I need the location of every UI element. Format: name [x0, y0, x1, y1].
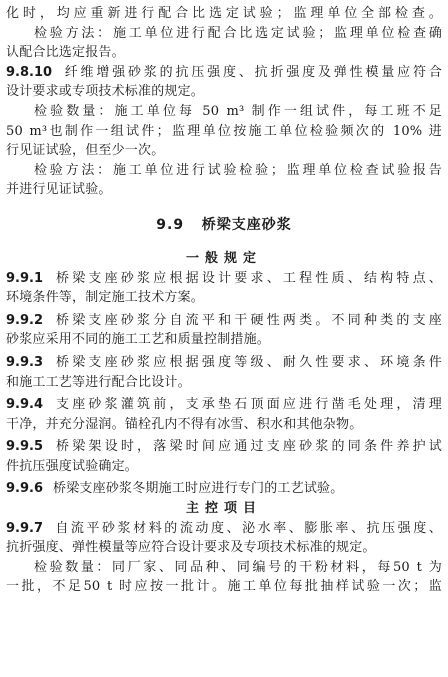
- text-line: 检验方法：施工单位进行配合比选定试验；监理单位检查确: [34, 25, 442, 41]
- clause-9-9-4: [6, 395, 442, 415]
- text-line: 50 m³也制作一组试件；监理单位按施工单位检验频次的 10% 进: [6, 123, 442, 139]
- clause-9-9-5: [6, 437, 442, 457]
- clause-number: 9.9.1: [6, 270, 44, 286]
- clause-9-9-7: [6, 519, 442, 539]
- clause-number: 9.8.10: [6, 64, 53, 80]
- text-line: 环境条件等，制定施工技术方案。: [6, 290, 205, 306]
- text-line: 和施工工艺等进行配合比设计。: [6, 374, 191, 390]
- clause-number: 9.9.2: [6, 312, 44, 328]
- section-title: [6, 216, 442, 235]
- clause-9-9-6: [6, 479, 442, 499]
- clause-number: 9.9.3: [6, 354, 44, 370]
- section-number: 9.9: [156, 216, 185, 233]
- clause-text: 桥梁支座砂浆应根据设计要求、工程性质、结构特点、: [53, 270, 442, 286]
- subsection-heading-general: 一般规定: [185, 250, 262, 266]
- section-name: 桥梁支座砂浆: [201, 216, 292, 233]
- clause-text: 桥梁支座砂浆分自流平和干硬性两类。不同种类的支座: [53, 312, 442, 328]
- text-line: 检验数量：同厂家、同品种、同编号的干粉材料，每50 t 为: [34, 559, 442, 575]
- text-line: 件抗压强度试验确定。: [6, 458, 139, 474]
- text-line: 设计要求或专项技术标准的规定。: [6, 84, 205, 100]
- clause-text: 桥梁架设时，落梁时间应通过支座砂浆的同条件养护试: [53, 439, 442, 455]
- clause-text: 支座砂浆灌筑前，支承垫石顶面应进行凿毛处理，清理: [53, 397, 442, 413]
- text-line: 检验数量：施工单位每 50 m³ 制作一组试件，每工班不足: [34, 103, 442, 119]
- text-line: 干净，并充分湿润。锚栓孔内不得有冰雪、积水和其他杂物。: [6, 416, 363, 432]
- clause-number: 9.9.7: [6, 520, 44, 536]
- text-line: 认配合比选定报告。: [6, 45, 125, 61]
- clause-text: 桥梁支座砂浆冬期施工时应进行专门的工艺试验。: [53, 481, 344, 497]
- text-line: 并进行见证试验。: [6, 182, 112, 198]
- clause-text: 纤维增强砂浆的抗压强度、抗折强度及弹性模量应符合: [62, 64, 442, 80]
- clause-text: 自流平砂浆材料的流动度、泌水率、膨胀率、抗压强度、: [53, 520, 442, 536]
- clause-9-9-2: [6, 311, 442, 331]
- clause-number: 9.9.5: [6, 439, 44, 455]
- text-line: 行见证试验，但至少一次。: [6, 143, 165, 159]
- clause-9-9-1: [6, 269, 442, 289]
- clause-9-8-10: [6, 63, 442, 83]
- text-line: 一批，不足50 t 时应按一批计。施工单位每批抽样试验一次；监: [6, 579, 442, 595]
- subsection-heading-main: 主控项目: [185, 501, 262, 517]
- text-line: 检验方法：施工单位进行试验检验；监理单位检查试验报告: [34, 162, 442, 178]
- text-line: 化时，均应重新进行配合比选定试验；监理单位全部检查。: [6, 6, 442, 21]
- clause-text: 桥梁支座砂浆应根据强度等级、耐久性要求、环境条件: [53, 354, 442, 370]
- clause-9-9-3: [6, 353, 442, 373]
- text-line: 抗折强度、弹性模量等应符合设计要求及专项技术标准的规定。: [6, 540, 376, 556]
- clause-number: 9.9.6: [6, 481, 44, 497]
- clause-number: 9.9.4: [6, 397, 44, 413]
- text-line: 砂浆应采用不同的施工工艺和质量控制措施。: [6, 332, 271, 348]
